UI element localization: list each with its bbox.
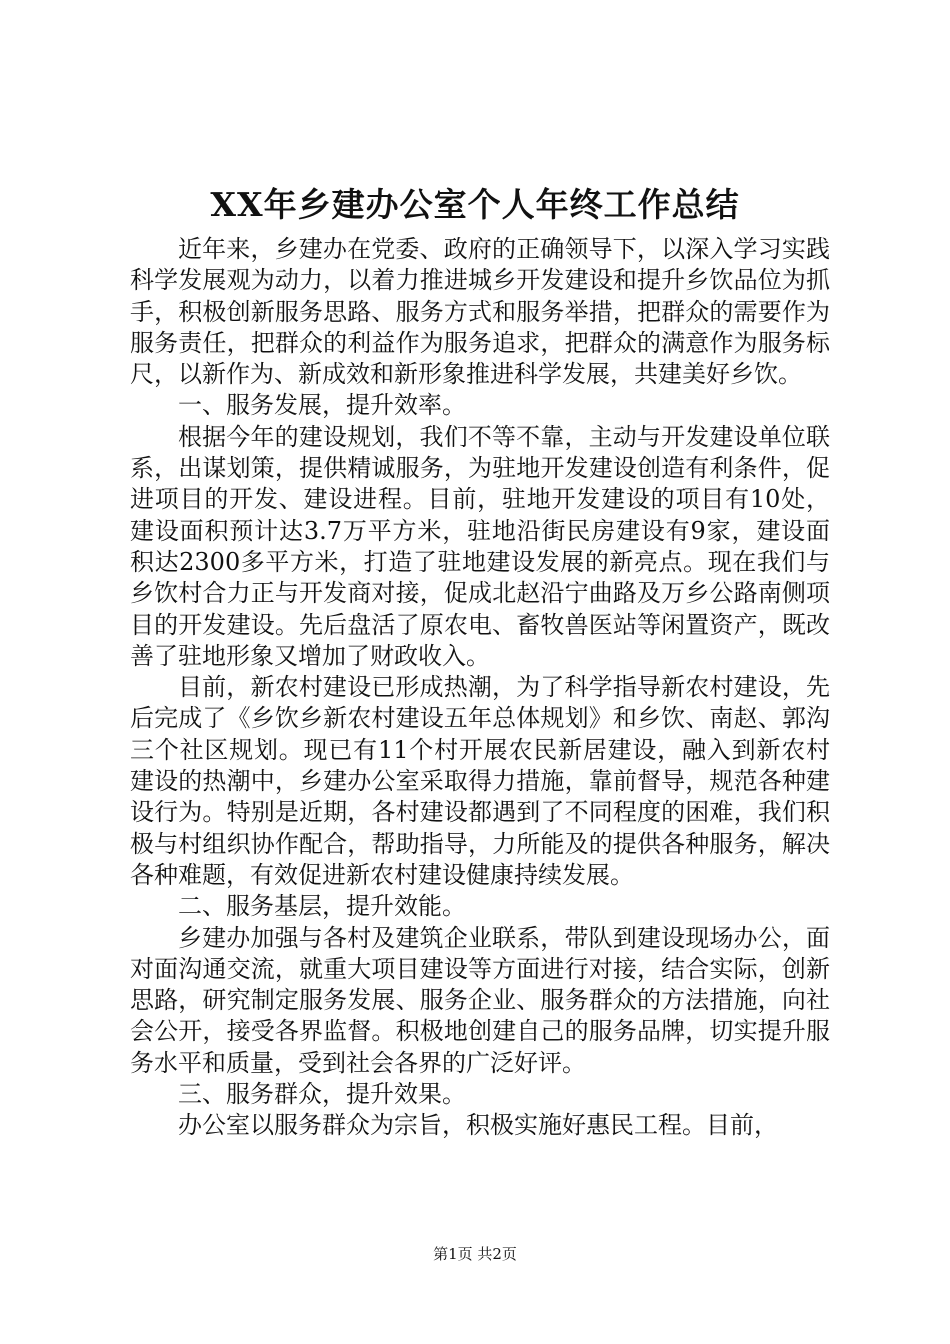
document-body bbox=[130, 234, 830, 1142]
body-paragraph: 乡建办加强与各村及建筑企业联系，带队到建设现场办公，面对面沟通交流，就重大项目建设等方面进行对接，结合实际，创新思路，研究制定服务发展、服务企业、服务群众的方法措施，向社会公开，接受各界监督。积极地创建自己的服务品牌，切实提升服务水平和质量，受到社会各界的广泛好评。 bbox=[130, 923, 830, 1077]
page-number-footer: 第1页 共2页 bbox=[433, 1245, 517, 1263]
body-paragraph: 根据今年的建设规划，我们不等不靠，主动与开发建设单位联系，出谋划策，提供精诚服务，为驻地开发建设创造有利条件，促进项目的开发、建设进程。目前，驻地开发建设的项目有10处，建设面积预计达3.7万平方米，驻地沿街民房建设有9家，建设面积达2300多平方米，打造了驻地建设发展的新亮点。现在我们与乡饮村合力正与开发商对接，促成北赵沿宁曲路及万乡公路南侧项目的开发建设。先后盘活了原农电、畜牧兽医站等闲置资产，既改善了驻地形象又增加了财政收入。 bbox=[130, 422, 830, 670]
body-paragraph: 目前，新农村建设已形成热潮，为了科学指导新农村建设，先后完成了《乡饮乡新农村建设五年总体规划》和乡饮、南赵、郭沟三个社区规划。现已有11个村开展农民新居建设，融入到新农村建设的热潮中，乡建办公室采取得力措施，靠前督导，规范各种建设行为。特别是近期，各村建设都遇到了不同程度的困难，我们积极与村组织协作配合，帮助指导，力所能及的提供各种服务，解决各种难题，有效促进新农村建设健康持续发展。 bbox=[130, 673, 830, 889]
section-heading-2: 二、服务基层，提升效能。 bbox=[178, 892, 466, 921]
section-heading-3: 三、服务群众，提升效果。 bbox=[178, 1080, 466, 1109]
intro-paragraph: 近年来，乡建办在党委、政府的正确领导下，以深入学习实践科学发展观为动力，以着力推进城乡开发建设和提升乡饮品位为抓手，积极创新服务思路、服务方式和服务举措，把群众的需要作为服务责任，把群众的利益作为服务追求，把群众的满意作为服务标尺，以新作为、新成效和新形象推进科学发展，共建美好乡饮。 bbox=[130, 235, 830, 389]
body-paragraph: 办公室以服务群众为宗旨，积极实施好惠民工程。目前， bbox=[178, 1111, 778, 1140]
document-title: XX年乡建办公室个人年终工作总结 bbox=[210, 185, 740, 224]
section-heading-1: 一、服务发展，提升效率。 bbox=[178, 391, 466, 420]
